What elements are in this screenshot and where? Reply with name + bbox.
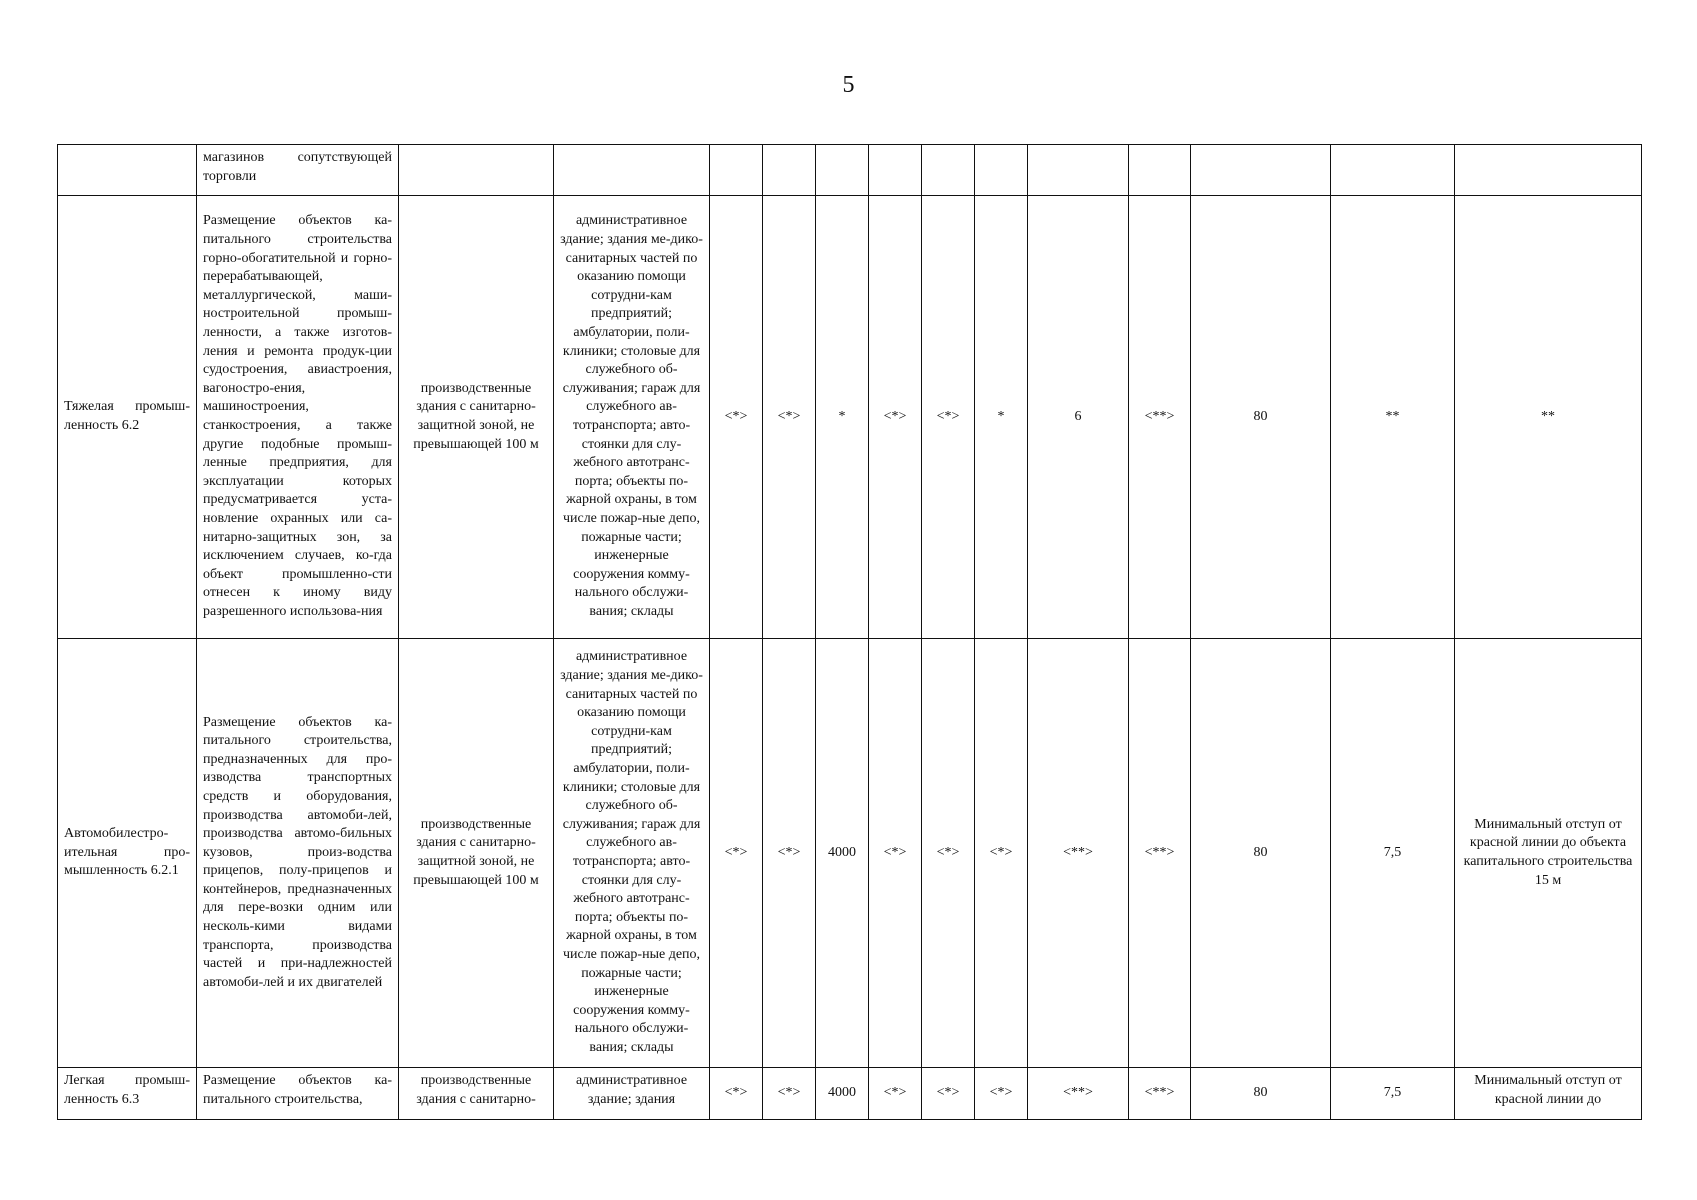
zoning-regulations-table <box>57 144 1642 1120</box>
value-cell: 80 <box>1191 639 1331 1068</box>
table-row <box>58 639 1642 1068</box>
value-cell: <*> <box>763 1068 816 1120</box>
value-cell: 7,5 <box>1331 639 1455 1068</box>
value-cell: <*> <box>710 639 763 1068</box>
page-number: 5 <box>842 72 855 98</box>
land-use-description-cell: Размещение объектов ка-питального строительства, <box>197 1068 399 1120</box>
table-row <box>58 1068 1642 1120</box>
land-use-type-cell: Тяжелая промыш-ленность 6.2 <box>58 196 197 639</box>
value-cell: <**> <box>1028 1068 1129 1120</box>
land-use-description-cell: Размещение объектов ка-питального строительства, предназначенных для про-изводства транспортных средств и оборудования, производства автомоби-лей, производства автомо-бильных кузовов, произ-водства прицепов, полу-прицепов и контейнеров, предназначенных для пере-возки одним или несколь-кими видами транспорта, производства частей и при-надлежностей автомоби-лей и их двигателей <box>197 639 399 1068</box>
value-cell <box>1191 145 1331 196</box>
value-cell <box>922 145 975 196</box>
table-row <box>58 196 1642 639</box>
value-cell: <*> <box>763 196 816 639</box>
value-cell: <*> <box>975 1068 1028 1120</box>
value-cell: <*> <box>869 1068 922 1120</box>
value-cell: <*> <box>763 639 816 1068</box>
value-cell: <*> <box>975 639 1028 1068</box>
value-cell: <*> <box>922 1068 975 1120</box>
auxiliary-buildings-cell: административное здание; здания <box>554 1068 710 1120</box>
main-building-cell: производственные здания с санитарно-защитной зоной, не превышающей 100 м <box>399 196 554 639</box>
auxiliary-buildings-cell: административное здание; здания ме-дико-санитарных частей по оказанию помощи сотрудни-кам предприятий; амбулатории, поли-клиники; столовые для служебного об-служивания; гараж для служебного ав-тотранспорта; авто-стоянки для слу-жебного автотранс-порта; объекты по-жарной охраны, в том числе пожар-ные депо, пожарные части; инженерные сооружения комму-нального обслужи-вания; склады <box>554 196 710 639</box>
value-cell: ** <box>1455 196 1642 639</box>
land-use-description-cell: Размещение объектов ка-питального строительства горно-обогатительной и горно-перерабатывающей, металлургической, маши-ностроительной промыш-ленности, а также изготов-ления и ремонта продук-ции судостроения, авиастроения, вагоностро-ения, машиностроения, станкостроения, а также другие подобные промыш-ленные предприятия, для эксплуатации которых предусматривается уста-новление охранных или са-нитарно-защитных зон, за исключением случаев, ко-гда объект промышленно-сти отнесен к иному виду разрешенного использова-ния <box>197 196 399 639</box>
value-cell <box>869 145 922 196</box>
value-cell: ** <box>1331 196 1455 639</box>
value-cell: 6 <box>1028 196 1129 639</box>
auxiliary-buildings-cell: административное здание; здания ме-дико-санитарных частей по оказанию помощи сотрудни-кам предприятий; амбулатории, поли-клиники; столовые для служебного об-служивания; гараж для служебного ав-тотранспорта; авто-стоянки для слу-жебного автотранс-порта; объекты по-жарной охраны, в том числе пожар-ные депо, пожарные части; инженерные сооружения комму-нального обслужи-вания; склады <box>554 639 710 1068</box>
value-cell: * <box>975 196 1028 639</box>
auxiliary-buildings-cell <box>554 145 710 196</box>
value-cell: 7,5 <box>1331 1068 1455 1120</box>
value-cell: 4000 <box>816 1068 869 1120</box>
main-building-cell: производственные здания с санитарно- <box>399 1068 554 1120</box>
value-cell: * <box>816 196 869 639</box>
value-cell: <**> <box>1129 1068 1191 1120</box>
value-cell: <*> <box>922 196 975 639</box>
value-cell: 4000 <box>816 639 869 1068</box>
value-cell: Минимальный отступ от красной линии до <box>1455 1068 1642 1120</box>
value-cell <box>1129 145 1191 196</box>
value-cell <box>1331 145 1455 196</box>
value-cell: <*> <box>710 1068 763 1120</box>
value-cell: Минимальный отступ от красной линии до объекта капитального строительства 15 м <box>1455 639 1642 1068</box>
value-cell: <**> <box>1129 196 1191 639</box>
value-cell: <*> <box>710 196 763 639</box>
land-use-type-cell <box>58 145 197 196</box>
value-cell <box>1455 145 1642 196</box>
value-cell: <*> <box>869 196 922 639</box>
value-cell <box>975 145 1028 196</box>
value-cell <box>710 145 763 196</box>
value-cell <box>1028 145 1129 196</box>
land-use-type-cell: Автомобилестро-ительная про-мышленность 6.2.1 <box>58 639 197 1068</box>
value-cell: <*> <box>869 639 922 1068</box>
value-cell <box>763 145 816 196</box>
value-cell: <**> <box>1028 639 1129 1068</box>
main-building-cell <box>399 145 554 196</box>
main-building-cell: производственные здания с санитарно-защитной зоной, не превышающей 100 м <box>399 639 554 1068</box>
value-cell: 80 <box>1191 1068 1331 1120</box>
value-cell <box>816 145 869 196</box>
table-row <box>58 145 1642 196</box>
value-cell: <**> <box>1129 639 1191 1068</box>
land-use-type-cell: Легкая промыш-ленность 6.3 <box>58 1068 197 1120</box>
land-use-description-cell: магазинов сопутствующей торговли <box>197 145 399 196</box>
value-cell: 80 <box>1191 196 1331 639</box>
value-cell: <*> <box>922 639 975 1068</box>
